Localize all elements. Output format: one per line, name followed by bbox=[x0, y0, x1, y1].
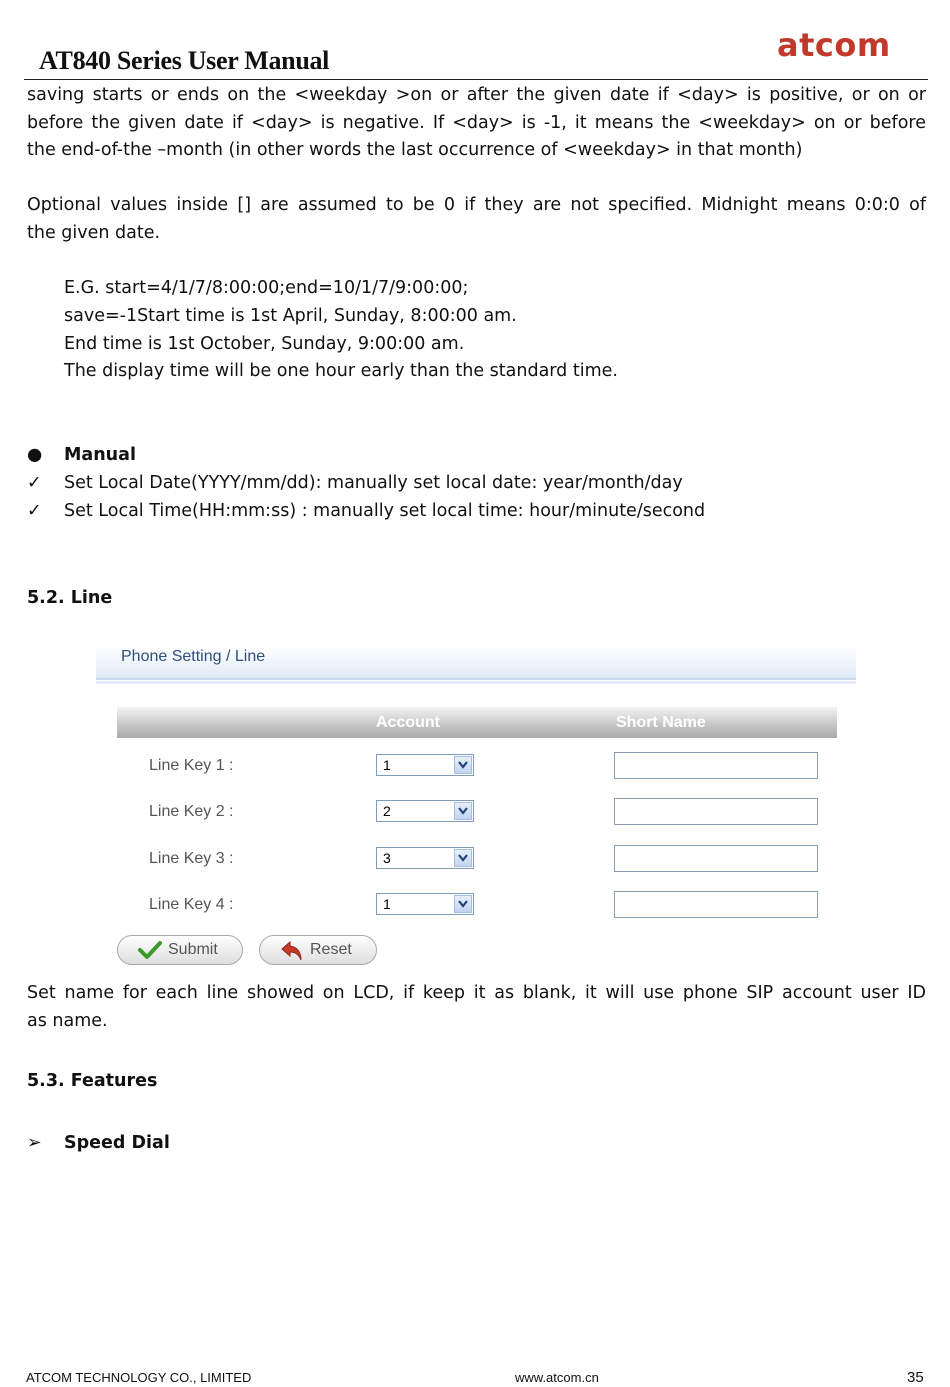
column-header-short-name: Short Name bbox=[616, 714, 706, 731]
paragraph-line: as name. bbox=[27, 1010, 108, 1031]
line-key-label: Line Key 2 : bbox=[149, 803, 234, 820]
check-icon bbox=[138, 940, 162, 964]
submit-button[interactable] bbox=[117, 935, 243, 965]
account-select-value: 1 bbox=[383, 896, 391, 912]
manual-item-text: Set Local Date(YYYY/mm/dd): manually set local date: year/month/day bbox=[64, 473, 683, 493]
paragraph-line: before the given date if <day> is negative. If <day> is -1, it means the <weekday> on or before bbox=[27, 112, 926, 133]
section-heading-line: 5.2. Line bbox=[27, 588, 113, 608]
header-divider bbox=[24, 79, 928, 80]
paragraph-line: Set name for each line showed on LCD, if keep it as blank, it will use phone SIP account user ID bbox=[27, 983, 926, 1003]
example-line: The display time will be one hour early than the standard time. bbox=[64, 361, 618, 382]
manual-item-text: Set Local Time(HH:mm:ss) : manually set local time: hour/minute/second bbox=[64, 501, 706, 521]
panel-title-bar bbox=[96, 646, 856, 680]
reset-label: Reset bbox=[310, 941, 352, 958]
footer-website: www.atcom.cn bbox=[515, 1370, 599, 1385]
example-line: End time is 1st October, Sunday, 9:00:00 am. bbox=[64, 333, 465, 354]
checkmark-icon: ✓ bbox=[27, 473, 42, 493]
chevron-down-icon[interactable] bbox=[454, 802, 472, 820]
account-select[interactable] bbox=[376, 800, 474, 822]
dst-example bbox=[64, 275, 618, 386]
arrow-bullet-icon: ➢ bbox=[27, 1133, 42, 1153]
line-description-paragraph bbox=[27, 980, 926, 1035]
example-line: save=-1Start time is 1st April, Sunday, 8:00:00 am. bbox=[64, 305, 517, 326]
manual-heading: Manual bbox=[64, 445, 136, 465]
speed-dial-heading: Speed Dial bbox=[64, 1133, 170, 1153]
account-select-value: 3 bbox=[383, 850, 391, 866]
account-select-value: 2 bbox=[383, 803, 391, 819]
table-header bbox=[117, 707, 837, 738]
short-name-input[interactable] bbox=[614, 845, 818, 872]
example-line: E.G. start=4/1/7/8:00:00;end=10/1/7/9:00:00; bbox=[64, 278, 469, 298]
line-key-label: Line Key 4 : bbox=[149, 896, 234, 913]
paragraph-line: the given date. bbox=[27, 222, 161, 243]
paragraph-line: Optional values inside [] are assumed to be 0 if they are not specified. Midnight means 0:0:0 of bbox=[27, 195, 926, 215]
account-select[interactable] bbox=[376, 754, 474, 776]
paragraph-line: saving starts or ends on the <weekday >on or after the given date if <day> is positive, or on or bbox=[27, 85, 926, 105]
short-name-input[interactable] bbox=[614, 891, 818, 918]
manual-title: AT840 Series User Manual bbox=[39, 46, 330, 75]
dst-rules-paragraph bbox=[27, 82, 926, 165]
chevron-down-icon[interactable] bbox=[454, 849, 472, 867]
atcom-logo: atcom bbox=[777, 26, 891, 64]
footer-company: ATCOM TECHNOLOGY CO., LIMITED bbox=[26, 1370, 252, 1385]
submit-label: Submit bbox=[168, 941, 218, 958]
short-name-input[interactable] bbox=[614, 752, 818, 779]
chevron-down-icon[interactable] bbox=[454, 756, 472, 774]
account-select-value: 1 bbox=[383, 757, 391, 773]
reset-button[interactable] bbox=[259, 935, 377, 965]
account-select[interactable] bbox=[376, 847, 474, 869]
line-key-label: Line Key 1 : bbox=[149, 757, 234, 774]
bullet-dot-icon: ● bbox=[27, 445, 43, 465]
line-key-label: Line Key 3 : bbox=[149, 850, 234, 867]
optional-values-paragraph bbox=[27, 192, 926, 247]
short-name-input[interactable] bbox=[614, 798, 818, 825]
account-select[interactable] bbox=[376, 893, 474, 915]
paragraph-line: the end-of-the –month (in other words the last occurrence of <weekday> in that month) bbox=[27, 140, 803, 161]
undo-arrow-icon bbox=[280, 940, 304, 966]
column-header-account: Account bbox=[376, 714, 440, 731]
section-heading-features: 5.3. Features bbox=[27, 1071, 158, 1091]
line-settings-panel bbox=[96, 646, 856, 971]
checkmark-icon: ✓ bbox=[27, 501, 42, 521]
page-number: 35 bbox=[907, 1369, 924, 1386]
chevron-down-icon[interactable] bbox=[454, 895, 472, 913]
panel-title: Phone Setting / Line bbox=[121, 648, 266, 665]
